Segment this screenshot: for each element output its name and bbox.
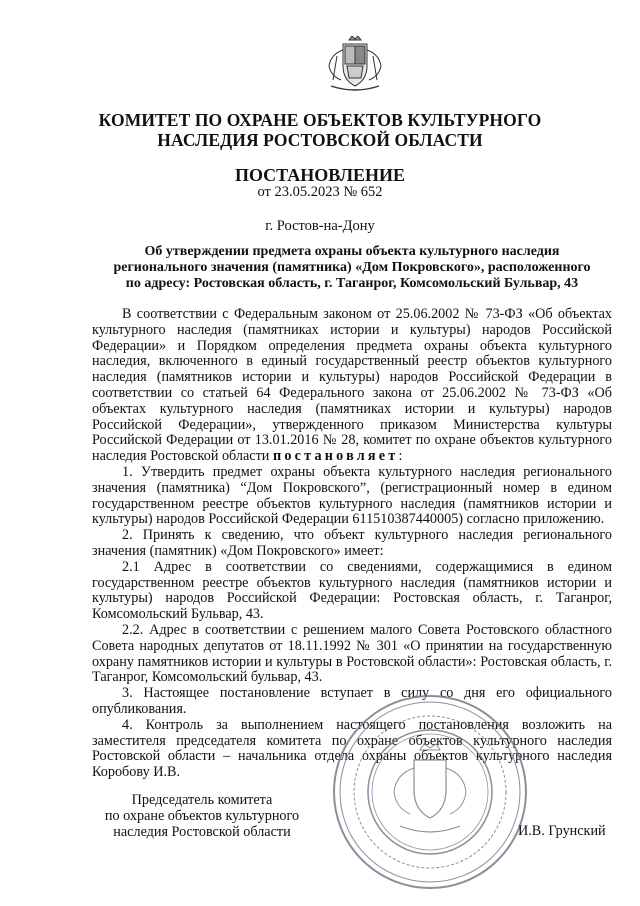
committee-line-2: НАСЛЕДИЯ РОСТОВСКОЙ ОБЛАСТИ — [157, 130, 483, 150]
preamble — [92, 307, 612, 465]
signatory-position-line-1: Председатель комитета — [131, 792, 273, 808]
signatory-name: И.В. Грунский — [518, 823, 606, 839]
decree-item-2-2: 2.2. Адрес в соответствии с решением малого Совета Ростовского областного Совета народных депутатов от 18.11.1992 № 301 «О принятии на государственную охрану памятников истории и культуры в Ростовской области»: Ростовская область, г. Таганрог, Комсомольский бульвар, 43. — [92, 621, 612, 686]
document-subject — [92, 244, 612, 293]
signatory-position-line-2: по охране объектов культурного — [104, 808, 300, 824]
subject-line-3: по адресу: Ростовская область, г. Таганрог, Комсомольский Бульвар, 43 — [125, 276, 579, 292]
decree-item-2-1: 2.1 Адрес в соответствии со сведениями, содержащимися в едином государственном реестре объектов культурного наследия (памятников истории и культуры) народов Российской Федерации: Ростовская область, г. Таганрог, Комсомольский Бульвар, 43. — [92, 558, 612, 623]
subject-line-1: Об утверждении предмета охраны объекта культурного наследия — [144, 244, 560, 259]
signatory-position — [92, 792, 312, 840]
preamble-text: В соответствии с Федеральным законом от 25.06.2002 № 73-ФЗ «Об объектах культурного наследия (памятниках истории и культуры) народов Российской Федерации» и Порядком определения предмета охраны объекта культурного наследия, включенного в единый государственный реестр объектов культурного наследия (памятников истории и культуры) народов Российской Федерации в соответствии со статьей 64 Федерального закона от 25.06.2002 № 73-ФЗ «Об объектах культурного наследия (памятниках истории и культуры) народов Российской Федерации», утвержденного приказом Министерства культуры Российской Федерации от 13.01.2016 № 28, комитет по охране объектов культурного наследия Ростовской области — [92, 306, 612, 465]
decree-colon: : — [398, 448, 403, 465]
signatory-position-line-3: наследия Ростовской области — [113, 824, 291, 840]
decree-item-4: 4. Контроль за выполнением настоящего постановления возложить на заместителя председателя комитета по охране объектов культурного наследия Ростовской области – начальника отдела охраны объектов культурного наследия Коробову И.В. — [92, 716, 612, 781]
document-date-number: от 23.05.2023 № 652 — [257, 184, 383, 200]
decree-item-2: 2. Принять к сведению, что объект культурного наследия регионального значения (памятник) «Дом Покровского» имеет: — [92, 527, 612, 559]
preamble-paragraph — [92, 307, 612, 465]
committee-name — [0, 110, 640, 150]
document-city: г. Ростов-на-Дону — [265, 218, 375, 234]
coat-of-arms-icon — [321, 36, 389, 92]
decree-item-1: 1. Утвердить предмет охраны объекта культурного наследия регионального значения (памятника) “Дом Покровского”, (регистрационный номер в едином государственном реестре объектов культурного наследия (памятников истории и культуры) народов Российской Федерации 611510387440005) согласно приложению. — [92, 464, 612, 528]
subject-line-2: регионального значения (памятника) «Дом Покровского», расположенного — [113, 260, 591, 276]
document-type: ПОСТАНОВЛЕНИЕ — [234, 165, 406, 185]
official-seal-icon — [330, 692, 530, 892]
decree-item-3: 3. Настоящее постановление вступает в силу со дня его официального опубликования. — [92, 685, 612, 717]
decree-word: постановляет — [272, 448, 399, 465]
committee-line-1: КОМИТЕТ ПО ОХРАНЕ ОБЪЕКТОВ КУЛЬТУРНОГО — [98, 110, 542, 130]
